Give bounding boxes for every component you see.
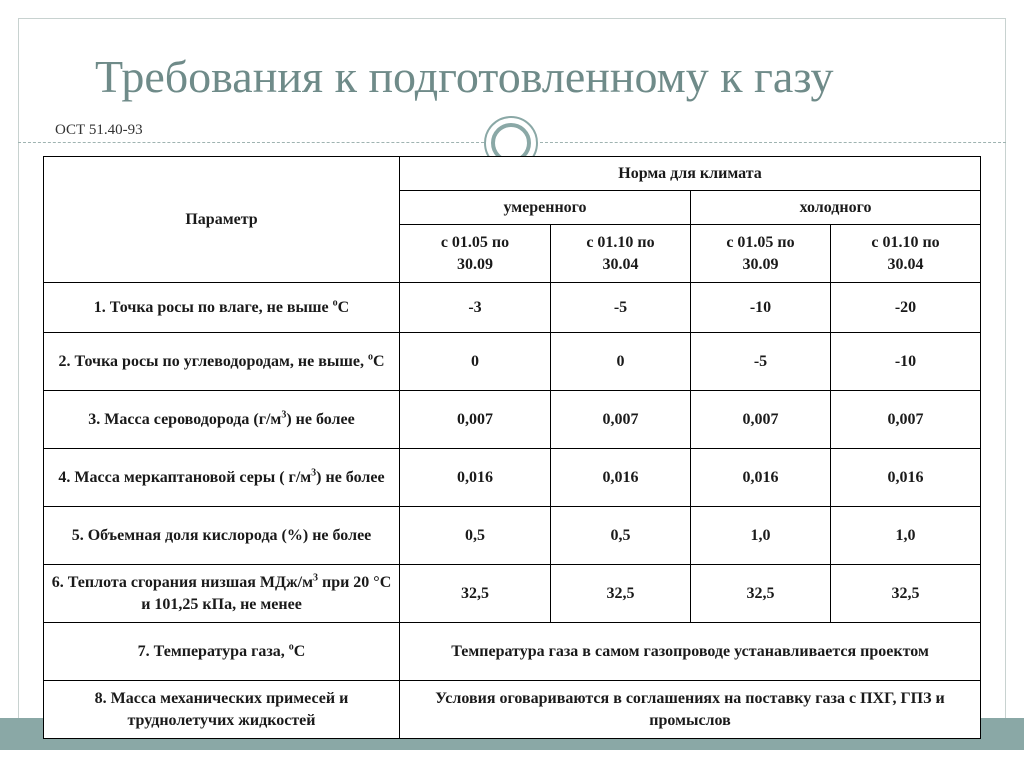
value-cell: 0,016 xyxy=(831,449,981,507)
value-cell: 0,007 xyxy=(831,391,981,449)
table-row xyxy=(44,391,981,449)
table-row xyxy=(44,333,981,391)
table-row xyxy=(44,565,981,623)
slide-title: Требования к подготовленному к газу xyxy=(95,51,834,102)
value-cell: -10 xyxy=(831,333,981,391)
value-cell: 1,0 xyxy=(831,507,981,565)
param-header: Параметр xyxy=(44,157,400,283)
row-label: 4. Масса меркаптановой серы ( $г/м^3$) не более xyxy=(44,449,400,507)
value-cell: 0,016 xyxy=(400,449,551,507)
period-line1: с 01.05 по xyxy=(440,233,510,251)
value-cell: 0,007 xyxy=(551,391,691,449)
norm-header: Норма для климата xyxy=(400,157,981,191)
period-line1: с 01.10 по xyxy=(871,233,940,251)
value-cell: 32,5 xyxy=(400,565,551,623)
period-line2: 30.04 xyxy=(887,255,924,273)
row-label: 1. Точка росы по влаге, не выше $^о$С xyxy=(44,283,400,333)
value-cell: 32,5 xyxy=(551,565,691,623)
separator-line-right xyxy=(540,142,1006,143)
period-line1: с 01.05 по xyxy=(726,233,795,251)
row-label: 3. Масса сероводорода $(г/м^3)$ не более xyxy=(44,391,400,449)
value-cell: 0 xyxy=(400,333,551,391)
table-row xyxy=(44,283,981,333)
period-line1: с 01.10 по xyxy=(586,233,655,251)
row-label: 8. Масса механических примесей и труднолетучих жидкостей xyxy=(44,681,400,739)
period-line2: 30.04 xyxy=(602,255,639,273)
value-cell: 32,5 xyxy=(691,565,831,623)
separator-line-left xyxy=(18,142,484,143)
period-line2: 30.09 xyxy=(742,255,779,273)
value-cell: 0,5 xyxy=(551,507,691,565)
merged-value-cell: Температура газа в самом газопроводе устанавливается проектом xyxy=(400,623,981,681)
value-cell: -5 xyxy=(691,333,831,391)
gas-requirements-table xyxy=(43,156,981,739)
value-cell: 0,007 xyxy=(691,391,831,449)
period-header xyxy=(400,225,551,283)
merged-value-cell: Условия оговариваются в соглашениях на поставку газа с ПХГ, ГПЗ и промыслов xyxy=(400,681,981,739)
value-cell: -5 xyxy=(551,283,691,333)
value-cell: -3 xyxy=(400,283,551,333)
table-row xyxy=(44,623,981,681)
standard-label: ОСТ 51.40-93 xyxy=(55,122,143,138)
table-row xyxy=(44,681,981,739)
table-row xyxy=(44,507,981,565)
value-cell: 0,016 xyxy=(691,449,831,507)
value-cell: 0 xyxy=(551,333,691,391)
row-label: 2. Точка росы по углеводородам, не выше, $^о$С xyxy=(44,333,400,391)
climate-temperate-header: умеренного xyxy=(400,191,691,225)
row-label: 6. Теплота сгорания низшая МДж/$м^3$ при 20 °С и 101,25 кПа, не менее xyxy=(44,565,400,623)
period-header xyxy=(691,225,831,283)
value-cell: 0,016 xyxy=(551,449,691,507)
period-header xyxy=(831,225,981,283)
value-cell: 1,0 xyxy=(691,507,831,565)
value-cell: 0,5 xyxy=(400,507,551,565)
row-label: 5. Объемная доля кислорода (%) не более xyxy=(44,507,400,565)
period-header xyxy=(551,225,691,283)
value-cell: -20 xyxy=(831,283,981,333)
period-line2: 30.09 xyxy=(457,255,493,273)
climate-cold-header: холодного xyxy=(691,191,981,225)
row-label: 7. Температура газа, $^о$С xyxy=(44,623,400,681)
header-row-norm xyxy=(44,157,981,191)
table-row xyxy=(44,449,981,507)
value-cell: 32,5 xyxy=(831,565,981,623)
value-cell: 0,007 xyxy=(400,391,551,449)
value-cell: -10 xyxy=(691,283,831,333)
